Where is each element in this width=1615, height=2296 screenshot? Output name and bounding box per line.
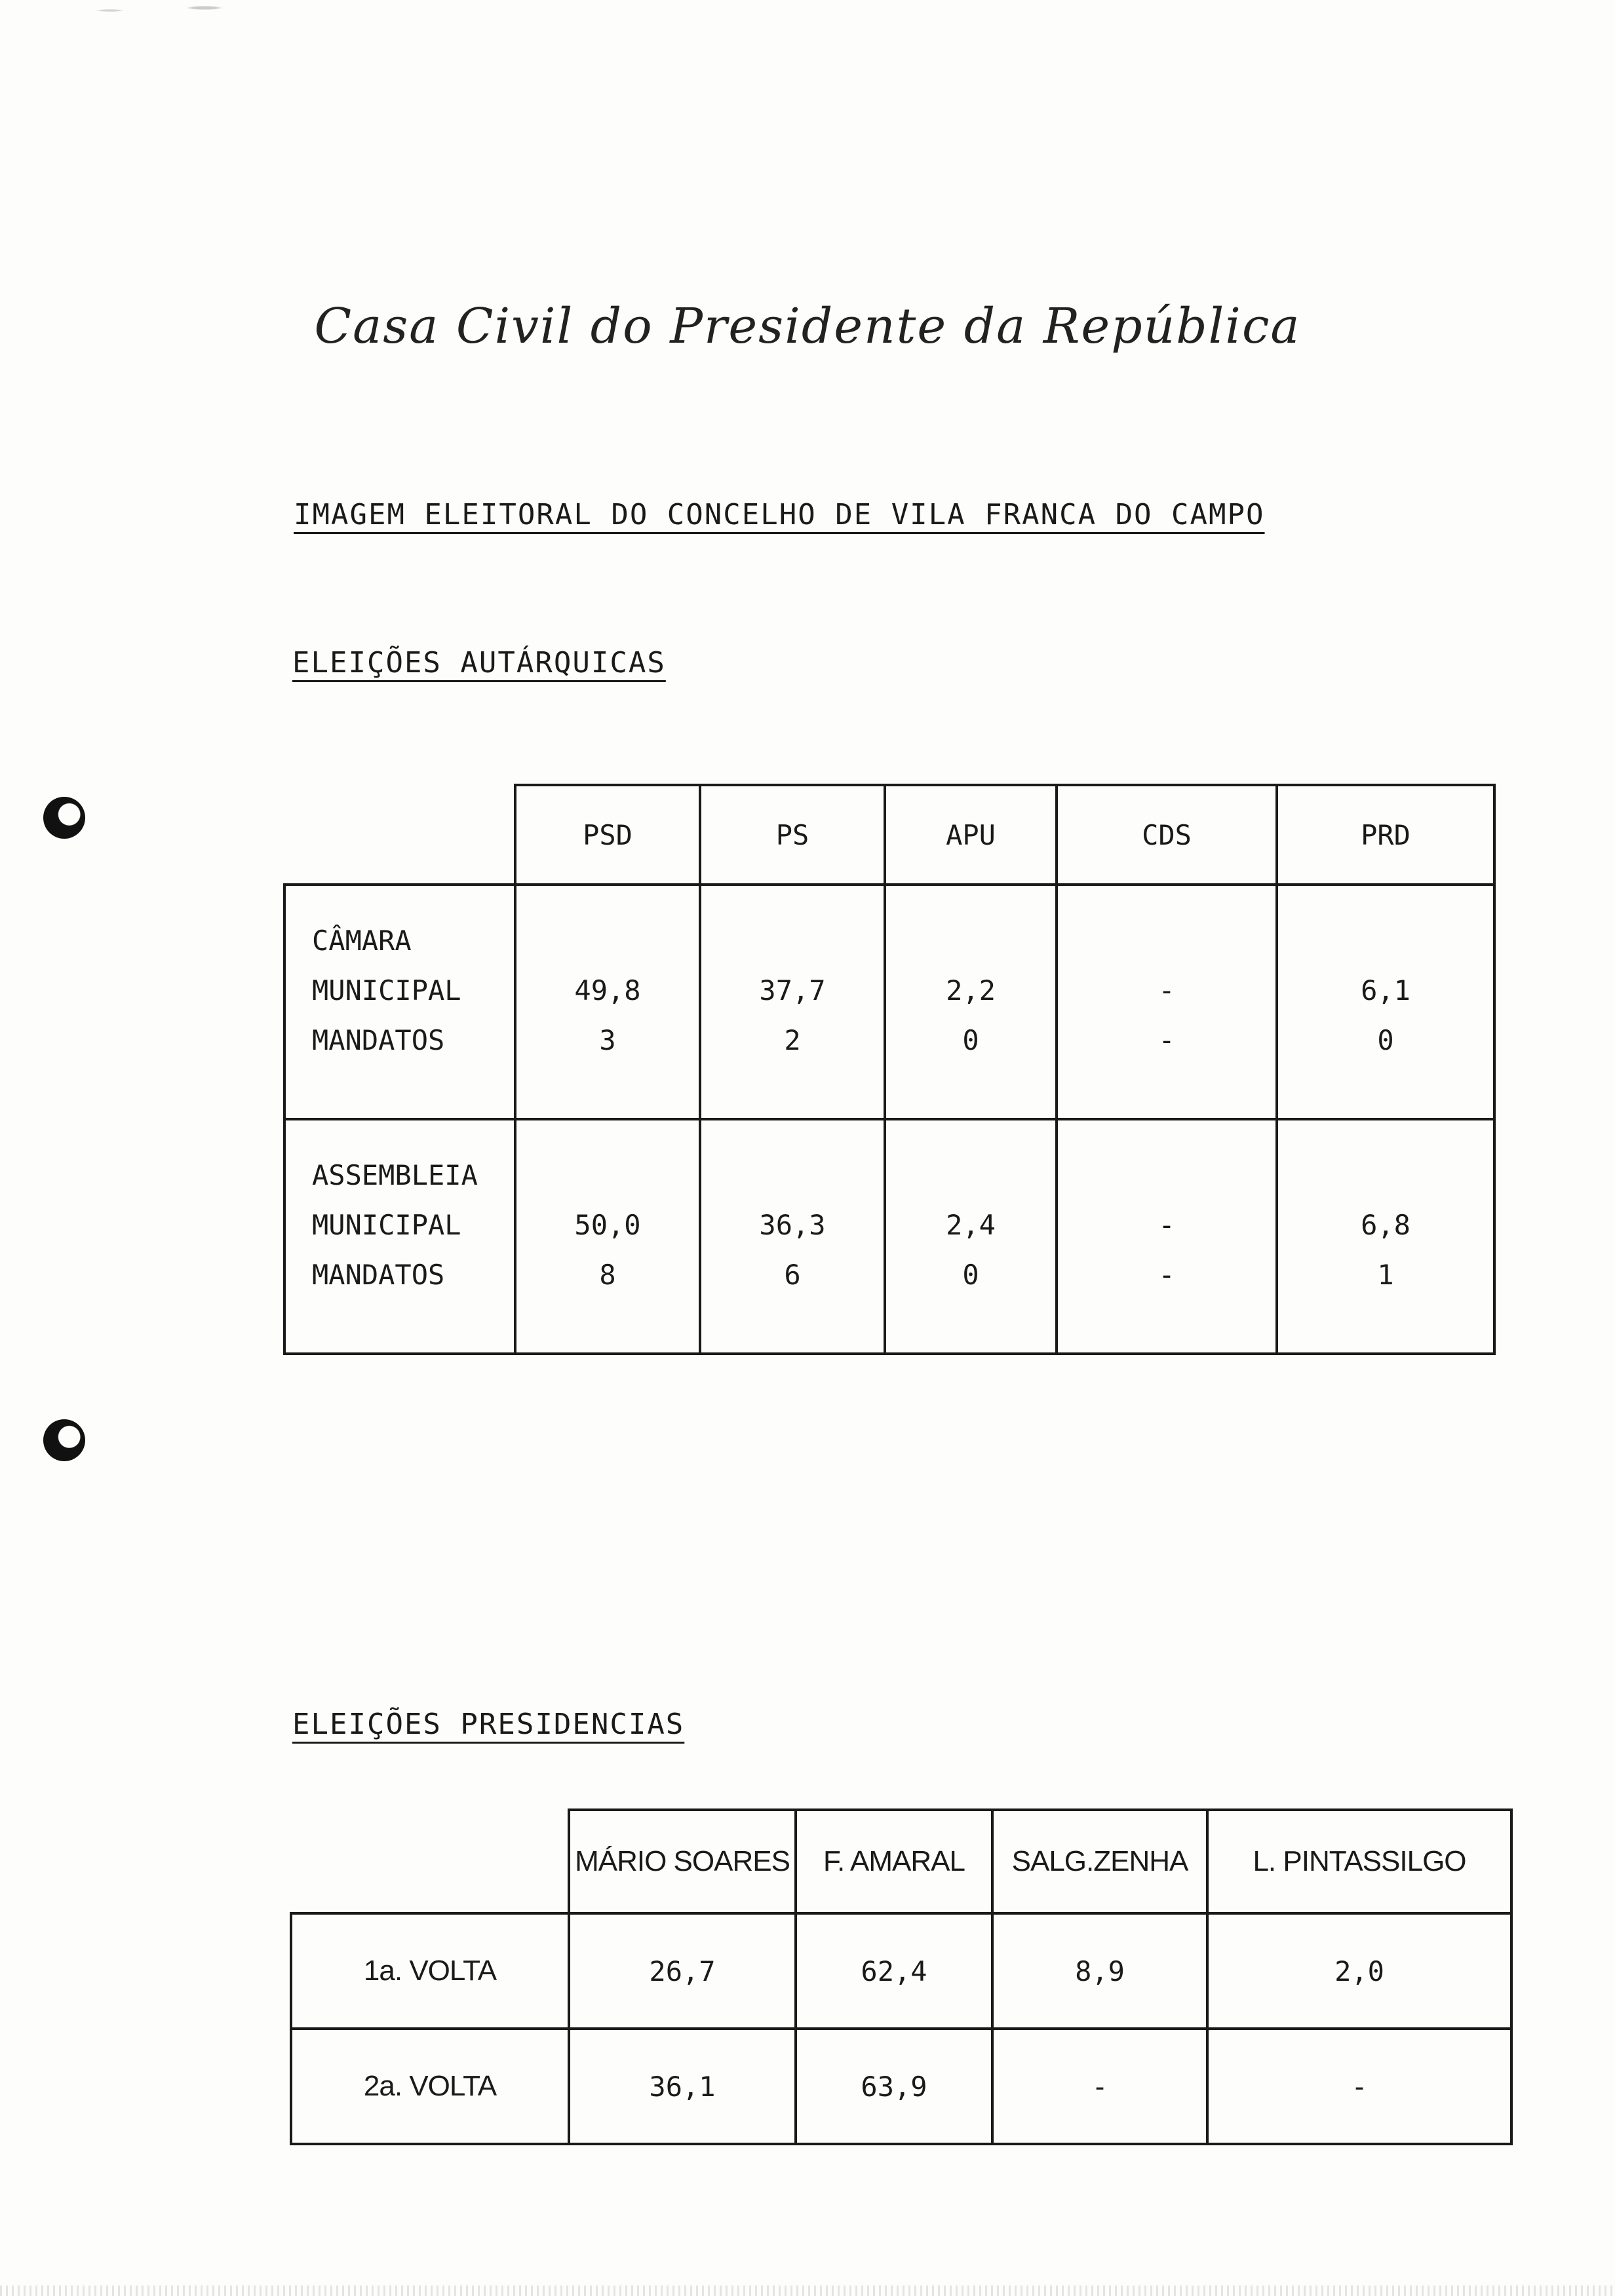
party-header-row: [284, 785, 1494, 885]
presidenciais-heading: ELEIÇÕES PRESIDENCIAS: [292, 1708, 685, 1741]
table-cell: [515, 1119, 700, 1354]
punch-hole-top: [43, 797, 85, 839]
mandate-count: 2: [784, 1024, 801, 1056]
mandate-count: 0: [962, 1259, 979, 1291]
corner-cell: [284, 785, 515, 885]
vote-share: -: [1158, 974, 1175, 1006]
scan-edge-noise: [0, 2286, 1615, 2296]
vote-share: 6,8: [1361, 1209, 1411, 1241]
scan-speckle: [39, 0, 275, 26]
mandate-count: 8: [599, 1259, 616, 1291]
vote-share: 50,0: [574, 1209, 641, 1241]
vote-share: 37,7: [759, 974, 826, 1006]
table-cell: [515, 885, 700, 1119]
table-cell: [700, 1119, 885, 1354]
candidate-header-row: [291, 1810, 1511, 1913]
table-cell: [885, 885, 1057, 1119]
autarquicas-heading: ELEIÇÕES AUTÁRQUICAS: [292, 646, 666, 679]
vote-share: 2,4: [946, 1209, 996, 1241]
table-cell: [700, 885, 885, 1119]
mandate-count: 0: [1377, 1024, 1394, 1056]
table-cell: 8,9: [992, 1913, 1207, 2029]
mandate-count: 1: [1377, 1259, 1394, 1291]
party-header: APU: [885, 785, 1057, 885]
corner-cell: [291, 1810, 569, 1913]
assembleia-row: [284, 1119, 1494, 1354]
table-cell: [1277, 1119, 1494, 1354]
table-cell: -: [1207, 2029, 1511, 2144]
vote-share: 6,1: [1361, 974, 1411, 1006]
row-label: MANDATOS: [312, 1259, 445, 1291]
party-header: PSD: [515, 785, 700, 885]
table-cell: [1277, 885, 1494, 1119]
party-header: CDS: [1057, 785, 1277, 885]
vote-share: -: [1158, 1209, 1175, 1241]
row-label: MUNICIPAL: [312, 1209, 461, 1241]
letterhead: Casa Civil do Presidente da República: [314, 298, 1301, 354]
assembleia-label-cell: [284, 1119, 515, 1354]
table-cell: [1057, 1119, 1277, 1354]
candidate-header: MÁRIO SOARES: [569, 1810, 796, 1913]
mandate-count: -: [1158, 1259, 1175, 1291]
table-cell: 26,7: [569, 1913, 796, 2029]
table-row: [291, 2029, 1511, 2144]
camara-label-cell: [284, 885, 515, 1119]
table-cell: -: [992, 2029, 1207, 2144]
presidenciais-table: [290, 1808, 1513, 2145]
table-row: [291, 1913, 1511, 2029]
document-title: IMAGEM ELEITORAL DO CONCELHO DE VILA FRANCA DO CAMPO: [294, 498, 1265, 531]
party-header: PRD: [1277, 785, 1494, 885]
candidate-header: SALG.ZENHA: [992, 1810, 1207, 1913]
table-cell: 62,4: [796, 1913, 992, 2029]
mandate-count: 3: [599, 1024, 616, 1056]
row-label: ASSEMBLEIA: [312, 1159, 478, 1191]
camara-row: [284, 885, 1494, 1119]
vote-share: 2,2: [946, 974, 996, 1006]
party-header: PS: [700, 785, 885, 885]
table-cell: 36,1: [569, 2029, 796, 2144]
candidate-header: F. AMARAL: [796, 1810, 992, 1913]
round-label: 2a. VOLTA: [291, 2029, 569, 2144]
mandate-count: 0: [962, 1024, 979, 1056]
table-cell: [1057, 885, 1277, 1119]
row-label: CÂMARA: [312, 925, 412, 957]
table-cell: [885, 1119, 1057, 1354]
autarquicas-table: [283, 784, 1496, 1355]
table-cell: 2,0: [1207, 1913, 1511, 2029]
mandate-count: 6: [784, 1259, 801, 1291]
table-cell: 63,9: [796, 2029, 992, 2144]
round-label: 1a. VOLTA: [291, 1913, 569, 2029]
vote-share: 49,8: [574, 974, 641, 1006]
vote-share: 36,3: [759, 1209, 826, 1241]
mandate-count: -: [1158, 1024, 1175, 1056]
row-label: MANDATOS: [312, 1024, 445, 1056]
punch-hole-bottom: [43, 1419, 85, 1461]
candidate-header: L. PINTASSILGO: [1207, 1810, 1511, 1913]
row-label: MUNICIPAL: [312, 974, 461, 1006]
